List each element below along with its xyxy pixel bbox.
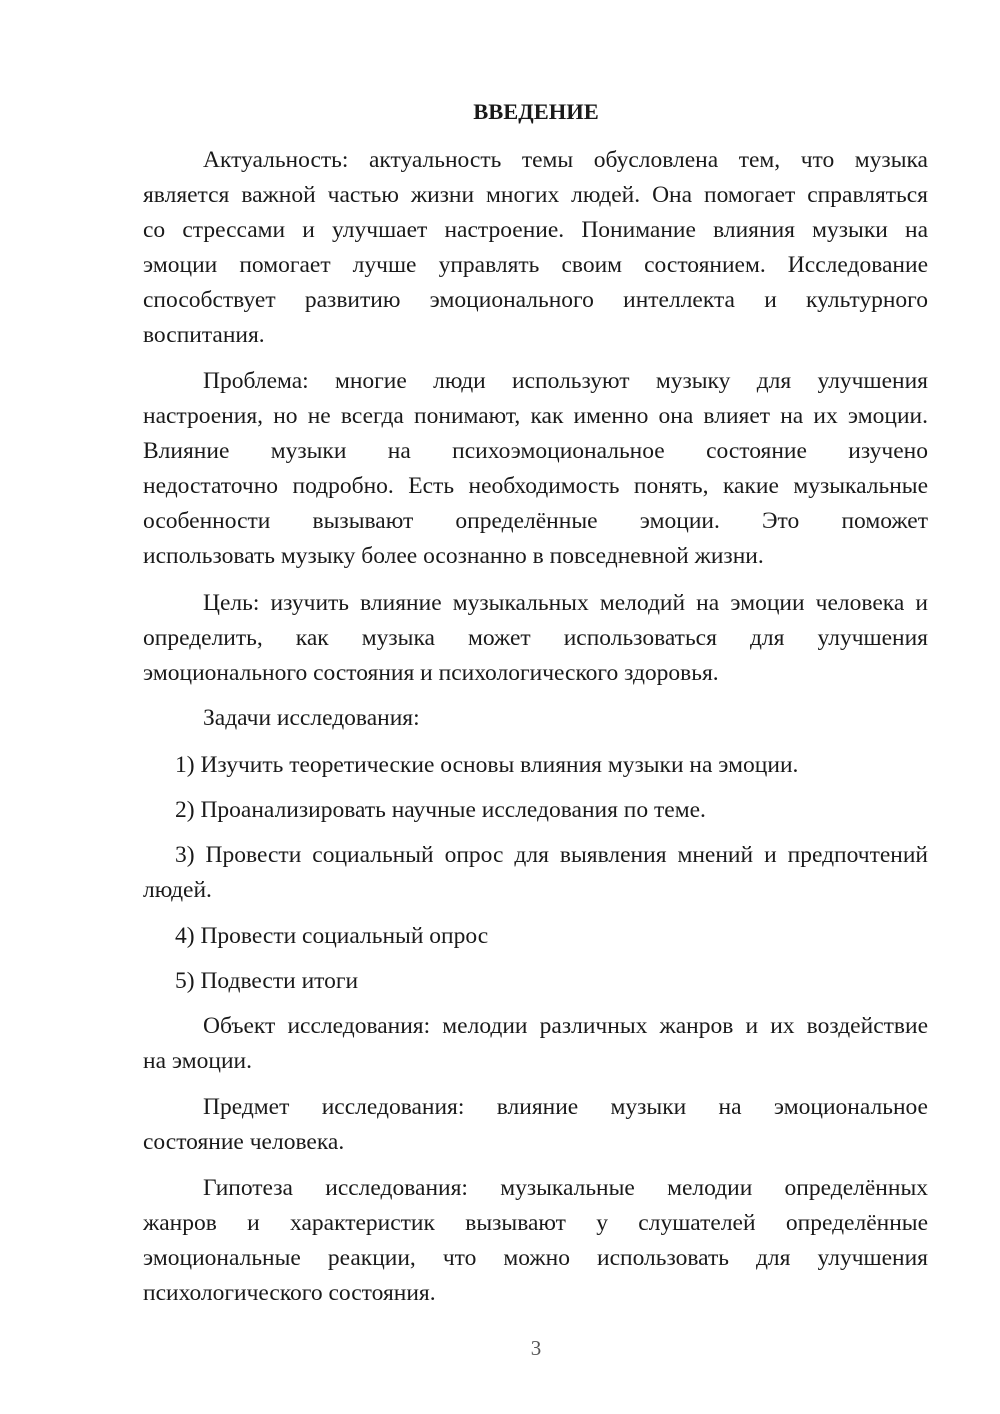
text-line: людей. — [143, 877, 212, 903]
text-line: использовать музыку более осознанно в повседневной жизни. — [143, 543, 764, 569]
text-line: 3) Провести социальный опрос для выявления мнений и предпочтений — [175, 842, 928, 868]
text-line: особенности вызывают определённые эмоции. Это поможет — [143, 508, 928, 534]
paragraph-goal — [143, 586, 928, 691]
paragraph-tasks-heading — [143, 701, 928, 736]
paragraph-relevance — [143, 143, 928, 353]
text-line: 1) Изучить теоретические основы влияния музыки на эмоции. — [175, 752, 799, 778]
text-line: 2) Проанализировать научные исследования по теме. — [175, 797, 706, 823]
paragraph-subject — [143, 1090, 928, 1160]
text-line: со стрессами и улучшает настроение. Понимание влияния музыки на — [143, 217, 928, 243]
text-line: Актуальность: актуальность темы обусловлена тем, что музыка — [203, 147, 928, 173]
text-line: определить, как музыка может использоваться для улучшения — [143, 625, 928, 651]
text-line: 5) Подвести итоги — [175, 968, 359, 994]
text-line: способствует развитию эмоционального интеллекта и культурного — [143, 287, 928, 313]
text-line: настроения, но не всегда понимают, как именно она влияет на их эмоции. — [143, 403, 928, 429]
text-line: воспитания. — [143, 322, 265, 348]
text-line: Цель: изучить влияние музыкальных мелодий на эмоции человека и — [203, 590, 928, 616]
paragraph-problem — [143, 364, 928, 574]
text-line: состояние человека. — [143, 1129, 345, 1155]
text-line: эмоциональные реакции, что можно использовать для улучшения — [143, 1245, 928, 1271]
text-line: является важной частью жизни многих людей. Она помогает справляться — [143, 182, 928, 208]
text-line: Объект исследования: мелодии различных жанров и их воздействие — [203, 1013, 928, 1039]
paragraph-hypothesis — [143, 1171, 928, 1311]
list-item-task-3 — [143, 838, 928, 908]
text-line: эмоционального состояния и психологического здоровья. — [143, 660, 719, 686]
list-item-task-2 — [143, 793, 928, 828]
text-line: Влияние музыки на психоэмоциональное состояние изучено — [143, 438, 928, 464]
text-line: недостаточно подробно. Есть необходимость понять, какие музыкальные — [143, 473, 928, 499]
text-line: Задачи исследования: — [203, 705, 420, 731]
text-line: жанров и характеристик вызывают у слушателей определённые — [143, 1210, 928, 1236]
text-line: 4) Провести социальный опрос — [175, 923, 489, 949]
text-line: Предмет исследования: влияние музыки на эмоциональное — [203, 1094, 928, 1120]
paragraph-object — [143, 1009, 928, 1079]
text-line: эмоции помогает лучше управлять своим состоянием. Исследование — [143, 252, 928, 278]
list-item-task-5 — [143, 964, 928, 999]
text-line: психологического состояния. — [143, 1280, 436, 1306]
text-line: Гипотеза исследования: музыкальные мелодии определённых — [203, 1175, 928, 1201]
list-item-task-1 — [143, 748, 928, 783]
page-number: 3 — [530, 1336, 542, 1360]
text-line: Проблема: многие люди используют музыку для улучшения — [203, 368, 928, 394]
section-heading: ВВЕДЕНИЕ — [473, 99, 599, 124]
text-line: на эмоции. — [143, 1048, 252, 1074]
list-item-task-4 — [143, 919, 928, 954]
